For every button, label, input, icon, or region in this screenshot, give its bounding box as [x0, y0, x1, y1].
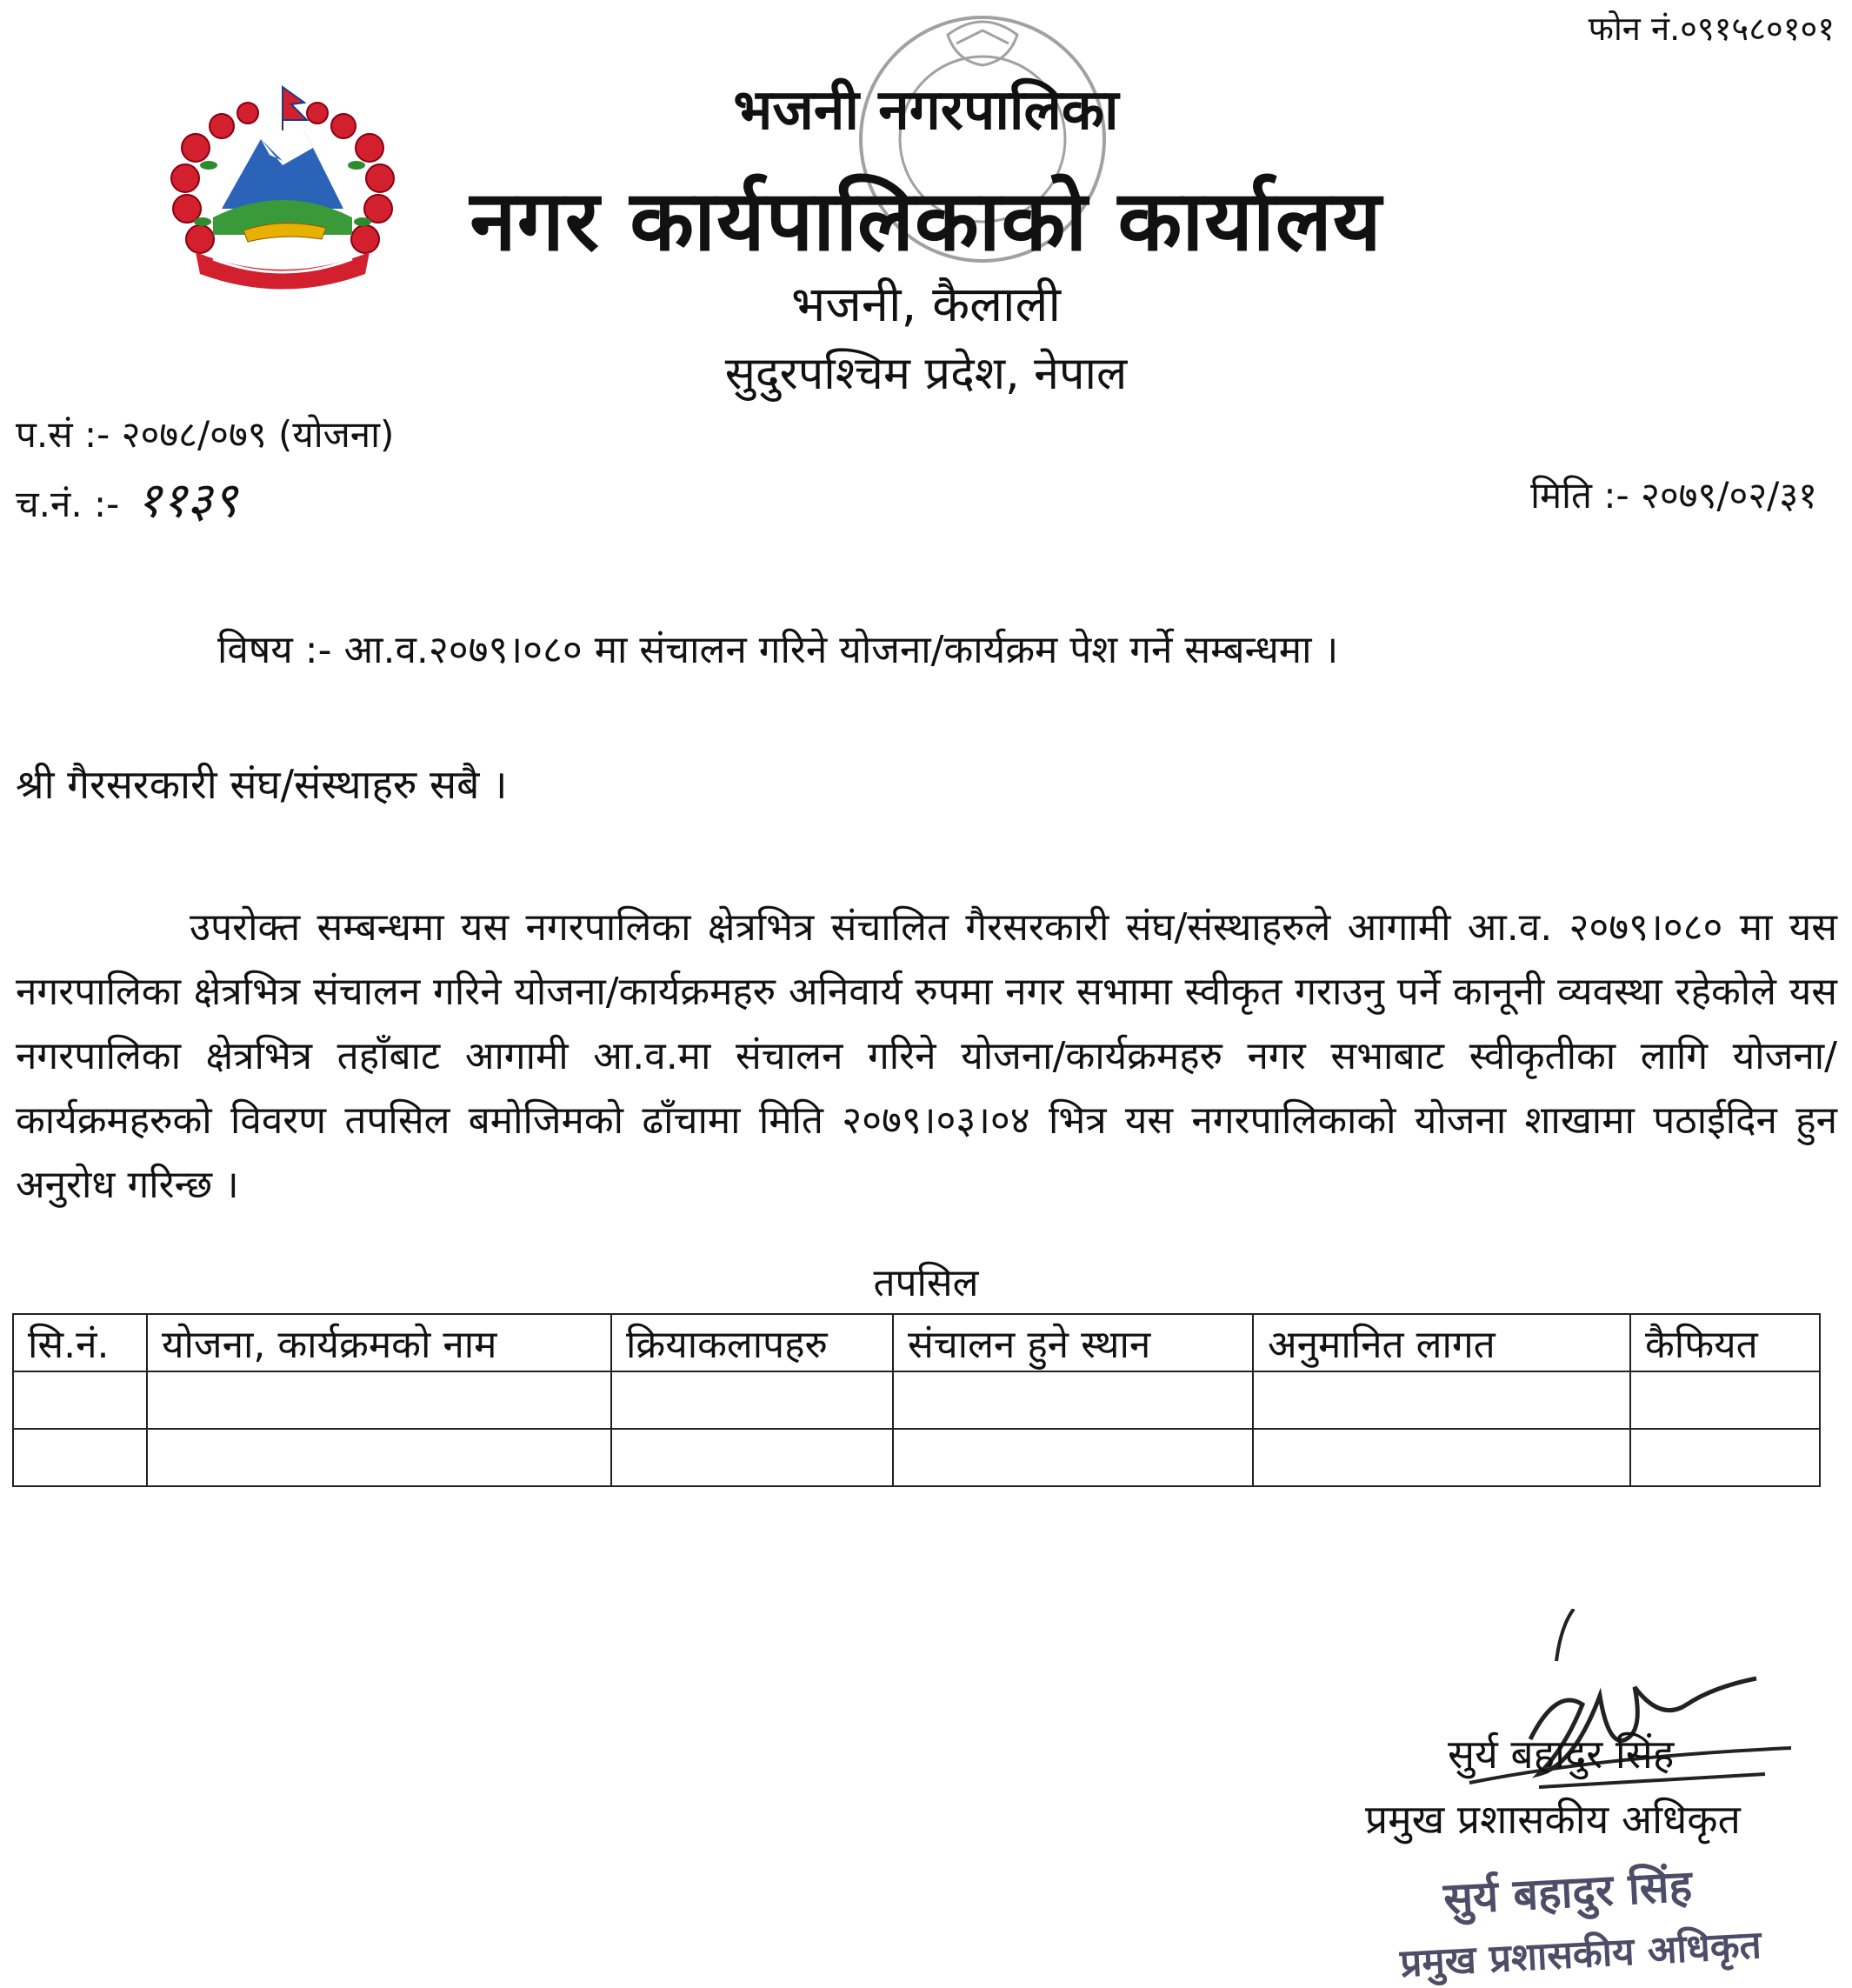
letter-body: उपरोक्त सम्बन्धमा यस नगरपालिका क्षेत्रभित्र संचालित गैरसरकारी संघ/संस्थाहरुले आगामी आ.व. २०७९।०८० मा यस नगरपालिका क्षेत्रभित्र संचालन गरिने योजना/कार्यक्रमहरु अनिवार्य रुपमा नगर सभामा स्वीकृत गराउनु पर्ने कानूनी व्यवस्था रहेकोले यस नगरपालिका क्षेत्रभित्र तहाँबाट आगामी आ.व.मा संचालन गरिने योजना/कार्यक्रमहरु नगर सभाबाट स्वीकृतीका लागि योजना/कार्यक्रमहरुको विवरण तपसिल बमोजिमको ढाँचामा मिति २०७९।०३।०४ भित्र यस नगरपालिकाको योजना शाखामा पठाईदिन हुन अनुरोध गरिन्छ ।	[16, 905, 1837, 1207]
table-cell	[147, 1429, 611, 1486]
dispatch-number-label: च.नं. :-	[16, 483, 120, 525]
table-cell	[611, 1429, 893, 1486]
office-name: नगर कार्यपालिकाको कार्यालय	[470, 172, 1382, 270]
signatory-name: सुर्य बहादुर सिंह	[1448, 1731, 1675, 1778]
table-cell	[611, 1371, 893, 1429]
table-cell	[1253, 1371, 1630, 1429]
table-row	[13, 1429, 1820, 1486]
annex-header-row	[13, 1314, 1820, 1371]
table-cell	[147, 1371, 611, 1429]
dispatch-number-value: ११३९	[136, 472, 238, 529]
col-estimated-cost: अनुमानित लागत	[1253, 1314, 1630, 1371]
col-program-name: योजना, कार्यक्रमको नाम	[147, 1314, 611, 1371]
municipality-name: भजनी नगरपालिका	[733, 78, 1119, 143]
annex-table	[12, 1313, 1821, 1487]
letter-ref-number: प.सं :- २०७८/०७९ (योजना)	[16, 413, 395, 456]
phone-number: फोन नं.०९१५८०१०१	[1588, 10, 1835, 48]
col-remarks: कैफियत	[1630, 1314, 1820, 1371]
office-province: सुदुरपश्चिम प्रदेश, नेपाल	[724, 348, 1128, 400]
col-location: संचालन हुने स्थान	[893, 1314, 1253, 1371]
table-cell	[1630, 1429, 1820, 1486]
letter-recipient: श्री गैरसरकारी संघ/संस्थाहरु सबै ।	[16, 761, 508, 808]
table-cell	[893, 1371, 1253, 1429]
letter-subject: विषय :- आ.व.२०७९।०८० मा संचालन गरिने योजना/कार्यक्रम पेश गर्ने सम्बन्धमा ।	[217, 628, 1339, 672]
col-activities: क्रियाकलापहरु	[611, 1314, 893, 1371]
signature-stamp-name: सुर्य बहादुर सिंह	[1442, 1860, 1694, 1925]
signature-stamp-title: प्रमुख प्रशासकीय अधिकृत	[1399, 1923, 1762, 1986]
dispatch-number	[16, 465, 237, 531]
table-cell	[13, 1429, 147, 1486]
signatory-title: प्रमुख प्रशासकीय अधिकृत	[1365, 1796, 1741, 1843]
annex-title: तपसिल	[873, 1261, 979, 1305]
letter-date: मिति :- २०७९/०२/३१	[1530, 474, 1817, 517]
table-cell	[893, 1429, 1253, 1486]
table-row	[13, 1371, 1820, 1429]
office-location: भजनी, कैलाली	[790, 277, 1062, 333]
col-serial: सि.नं.	[13, 1314, 147, 1371]
table-cell	[1630, 1371, 1820, 1429]
table-cell	[13, 1371, 147, 1429]
table-cell	[1253, 1429, 1630, 1486]
